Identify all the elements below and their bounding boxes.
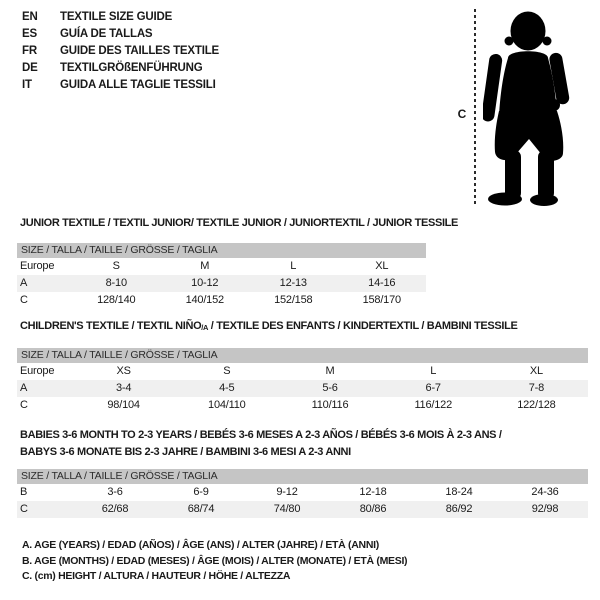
row-label: Europe <box>20 365 55 377</box>
height-cell: 152/158 <box>274 294 313 306</box>
language-title: TEXTILGRÖßENFÜHRUNG <box>60 62 203 74</box>
size-cell: XL <box>529 365 543 377</box>
children-title-subscript: /A <box>201 323 209 332</box>
table-row-height <box>17 501 588 518</box>
age-cell: 7-8 <box>528 382 545 394</box>
children-title-prefix: CHILDREN'S TEXTILE / TEXTIL NIÑO <box>20 320 202 332</box>
footnote-list <box>22 538 407 585</box>
footnote-c: C. (cm) HEIGHT / ALTURA / HAUTEUR / HÖHE / ALTEZZA <box>22 570 291 582</box>
row-label: A <box>20 277 28 289</box>
footnote-b: B. AGE (MONTHS) / EDAD (MESES) / ÂGE (MOIS) / ALTER (MONATE) / ETÀ (MESI) <box>22 554 408 567</box>
language-code: FR <box>22 45 37 57</box>
size-cell: XS <box>116 365 131 377</box>
age-cell: 8-10 <box>105 277 127 289</box>
babies-title-line2: BABYS 3-6 MONATE BIS 2-3 JAHRE / BAMBINI 3-6 MESI A 2-3 ANNI <box>20 446 351 458</box>
size-cell: M <box>325 365 335 377</box>
language-row-de <box>22 60 219 77</box>
age-cell: 4-5 <box>219 382 235 394</box>
table-row-months <box>17 484 588 501</box>
junior-size-table <box>17 243 426 309</box>
language-title: GUIDE DES TAILLES TEXTILE <box>60 45 219 57</box>
table-row-height <box>17 292 426 309</box>
months-cell: 9-12 <box>276 486 298 498</box>
row-label: Europe <box>20 260 55 272</box>
junior-section-title: JUNIOR TEXTILE / TEXTIL JUNIOR/ TEXTILE JUNIOR / JUNIORTEXTIL / JUNIOR TESSILE <box>20 217 459 229</box>
height-cell: 122/128 <box>517 399 556 411</box>
size-header-row: SIZE / TALLA / TAILLE / GRÖSSE / TAGLIA <box>17 469 588 484</box>
row-label: A <box>20 382 28 394</box>
language-row-fr <box>22 43 219 60</box>
height-cell: 128/140 <box>97 294 136 306</box>
months-cell: 24-36 <box>531 486 559 498</box>
height-cell: 116/122 <box>414 399 452 411</box>
language-code: ES <box>22 28 37 40</box>
language-code: IT <box>22 79 32 91</box>
size-cell: M <box>200 260 210 272</box>
size-cell: L <box>430 365 437 377</box>
height-cell: 68/74 <box>187 503 215 515</box>
language-title: GUÍA DE TALLAS <box>60 28 153 40</box>
row-label: C <box>20 503 28 515</box>
height-cell: 98/104 <box>107 399 140 411</box>
height-cell: 62/68 <box>101 503 129 515</box>
height-cell: 104/110 <box>208 399 246 411</box>
babies-section-title <box>20 427 502 461</box>
size-cell: S <box>223 365 231 377</box>
height-cell: 110/116 <box>311 399 349 411</box>
height-dashed-line <box>474 9 476 206</box>
language-row-es <box>22 26 219 43</box>
age-cell: 14-16 <box>368 277 396 289</box>
months-cell: 3-6 <box>107 486 123 498</box>
children-section-title <box>20 320 517 334</box>
table-row-europe <box>17 363 588 380</box>
size-header-row: SIZE / TALLA / TAILLE / GRÖSSE / TAGLIA <box>17 243 426 258</box>
language-row-it <box>22 77 219 94</box>
age-cell: 5-6 <box>322 382 338 394</box>
language-title-list <box>22 9 219 94</box>
height-cell: 140/152 <box>185 294 224 306</box>
language-code: DE <box>22 62 38 74</box>
children-size-table <box>17 348 588 414</box>
height-cell: 74/80 <box>273 503 301 515</box>
height-cell: 158/170 <box>362 294 401 306</box>
age-cell: 3-4 <box>115 382 132 394</box>
table-row-europe <box>17 258 426 275</box>
months-cell: 6-9 <box>193 486 209 498</box>
height-cell: 86/92 <box>445 503 473 515</box>
age-cell: 10-12 <box>191 277 219 289</box>
row-label: C <box>20 294 28 306</box>
table-row-age <box>17 275 426 292</box>
table-row-height <box>17 397 588 414</box>
size-header-row: SIZE / TALLA / TAILLE / GRÖSSE / TAGLIA <box>17 348 588 363</box>
language-code: EN <box>22 11 38 23</box>
language-row-en <box>22 9 219 26</box>
size-cell: S <box>112 260 120 272</box>
babies-title-line1: BABIES 3-6 MONTH TO 2-3 YEARS / BEBÉS 3-6 MESES A 2-3 AÑOS / BÉBÉS 3-6 MOIS À 2-3 ANS / <box>20 429 502 441</box>
size-cell: L <box>290 260 297 272</box>
table-row-age <box>17 380 588 397</box>
language-title: TEXTILE SIZE GUIDE <box>60 11 173 23</box>
row-label: B <box>20 486 28 498</box>
age-cell: 6-7 <box>425 382 441 394</box>
children-title-suffix: / TEXTILE DES ENFANTS / KINDERTEXTIL / BAMBINI TESSILE <box>208 320 518 332</box>
height-cell: 92/98 <box>531 503 559 515</box>
toddler-silhouette-icon <box>483 8 573 208</box>
row-label: C <box>20 399 28 411</box>
height-cell: 80/86 <box>359 503 387 515</box>
footnote-a: A. AGE (YEARS) / EDAD (AÑOS) / ÂGE (ANS) / ALTER (JAHRE) / ETÀ (ANNI) <box>22 539 379 551</box>
months-cell: 18-24 <box>445 486 473 498</box>
age-cell: 12-13 <box>279 277 307 289</box>
months-cell: 12-18 <box>359 486 387 498</box>
size-cell: XL <box>375 260 389 272</box>
babies-size-table <box>17 469 588 518</box>
height-measure-label: C <box>457 107 467 121</box>
language-title: GUIDA ALLE TAGLIE TESSILI <box>60 79 216 91</box>
